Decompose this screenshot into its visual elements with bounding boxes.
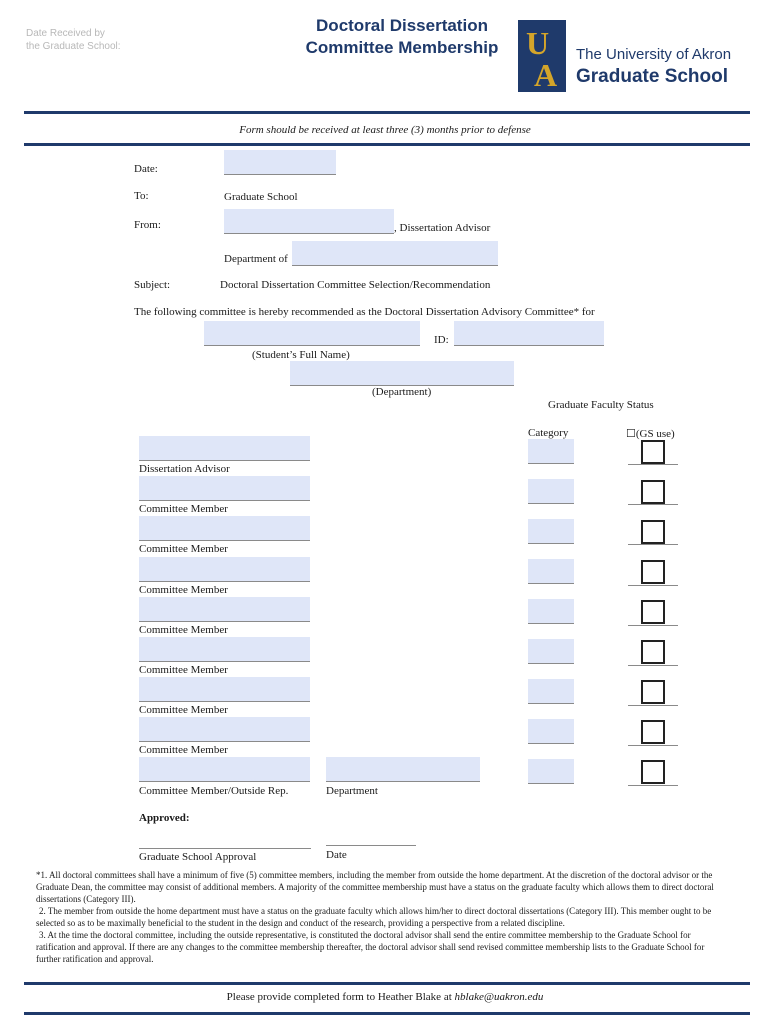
gs-use-checkbox[interactable] <box>641 480 665 504</box>
gs-use-line <box>628 665 678 666</box>
subject-label: Subject: <box>134 279 171 291</box>
svg-text:A: A <box>534 57 558 92</box>
id-label: ID: <box>434 334 449 346</box>
gs-use-checkbox[interactable] <box>641 560 665 584</box>
received-note-line-1: Date Received by <box>26 28 105 39</box>
category-heading: Category <box>528 427 569 439</box>
notice-rule <box>24 143 750 146</box>
faculty-status-heading: Graduate Faculty Status <box>548 399 654 411</box>
member-name-field[interactable] <box>139 476 310 501</box>
gs-use-checkbox[interactable] <box>641 640 665 664</box>
member-name-field[interactable] <box>139 557 310 582</box>
member-name-field[interactable] <box>139 436 310 461</box>
department-label: Department of <box>224 253 288 265</box>
received-note-line-2: the Graduate School: <box>26 41 121 52</box>
student-name-caption: (Student’s Full Name) <box>252 349 350 361</box>
outside-rep-department-field[interactable] <box>326 757 480 782</box>
advisor-suffix: , Dissertation Advisor <box>394 222 491 234</box>
gs-use-checkbox[interactable] <box>641 680 665 704</box>
received-note <box>26 27 121 53</box>
approval-date-line[interactable] <box>326 845 416 846</box>
member-role-label: Committee Member <box>139 584 228 596</box>
footer-email-link[interactable]: hblake@uakron.edu <box>454 991 544 1003</box>
university-name: The University of Akron <box>576 46 732 63</box>
approval-signature-line[interactable] <box>139 848 311 849</box>
member-name-field[interactable] <box>139 637 310 662</box>
member-role-label: Committee Member <box>139 744 228 756</box>
gs-use-line <box>628 504 678 505</box>
member-role-label: Committee Member <box>139 704 228 716</box>
student-name-field[interactable] <box>204 321 420 346</box>
member-role-label: Committee Member <box>139 624 228 636</box>
gs-use-line <box>628 464 678 465</box>
gs-use-heading: ☐(GS use) <box>626 428 675 440</box>
student-department-field[interactable] <box>290 361 514 386</box>
gs-use-checkbox[interactable] <box>641 760 665 784</box>
footer-rule-bottom <box>24 1012 750 1015</box>
to-value: Graduate School <box>224 191 298 203</box>
form-title <box>296 15 508 59</box>
footer-rule-top <box>24 982 750 985</box>
gs-use-line <box>628 625 678 626</box>
category-field[interactable] <box>528 599 574 624</box>
member-name-field[interactable] <box>139 757 310 782</box>
gs-use-line <box>628 745 678 746</box>
footer-text <box>0 991 770 1003</box>
category-field[interactable] <box>528 759 574 784</box>
approval-signature-label: Graduate School Approval <box>139 851 257 863</box>
gs-use-line <box>628 705 678 706</box>
member-name-field[interactable] <box>139 677 310 702</box>
form-title-line-2: Committee Membership <box>305 38 499 57</box>
to-label: To: <box>134 190 149 202</box>
category-field[interactable] <box>528 639 574 664</box>
svg-text:U: U <box>526 25 550 61</box>
note-1: *1. All doctoral committees shall have a minimum of five (5) committee members, including the member from outside the home department. At the discretion of the doctoral advisor or the Graduate Dean, the committee may consist of additional members. A majority of the committee membership must have a status on the graduate faculty which allows them to direct doctoral dissertations (Category III). <box>36 870 714 904</box>
category-field[interactable] <box>528 679 574 704</box>
date-field[interactable] <box>224 150 336 175</box>
member-name-field[interactable] <box>139 516 310 541</box>
approval-date-label: Date <box>326 849 347 861</box>
gs-use-checkbox[interactable] <box>641 520 665 544</box>
category-field[interactable] <box>528 479 574 504</box>
member-name-field[interactable] <box>139 597 310 622</box>
member-role-label: Dissertation Advisor <box>139 463 230 475</box>
gs-use-checkbox[interactable] <box>641 440 665 464</box>
subject-value: Doctoral Dissertation Committee Selection/Recommendation <box>220 279 491 291</box>
category-field[interactable] <box>528 439 574 464</box>
recommend-text: The following committee is hereby recommended as the Doctoral Dissertation Advisory Committee* for <box>134 306 595 318</box>
department-field[interactable] <box>292 241 498 266</box>
notice-text: Form should be received at least three (3) months prior to defense <box>239 124 531 136</box>
gs-use-checkbox[interactable] <box>641 600 665 624</box>
header-rule <box>24 111 750 114</box>
category-field[interactable] <box>528 559 574 584</box>
member-role-label: Committee Member <box>139 664 228 676</box>
category-field[interactable] <box>528 719 574 744</box>
school-name: Graduate School <box>576 66 729 87</box>
member-name-field[interactable] <box>139 717 310 742</box>
note-3: 3. At the time the doctoral committee, including the outside representative, is constituted the doctoral advisor shall send the entire committee membership to the Graduate School for ratification and approval. If there are any changes to the committee membership thereafter, the doctoral advisor shall send revised committee membership lists to the Graduate School for further ratification and approval. <box>36 930 705 964</box>
approved-heading: Approved: <box>139 812 190 824</box>
gs-use-line <box>628 785 678 786</box>
outside-rep-department-label: Department <box>326 785 378 797</box>
note-2: 2. The member from outside the home department must have a status on the graduate faculty which allows him/her to direct doctoral dissertations (Category III). This member ought to be selected so as to be maximally beneficial to the student in the design and conduct of the research, providing a perspective from a related discipline. <box>36 906 712 928</box>
advisor-name-field[interactable] <box>224 209 394 234</box>
date-label: Date: <box>134 163 158 175</box>
university-logo <box>518 20 566 92</box>
category-field[interactable] <box>528 519 574 544</box>
member-role-label: Committee Member/Outside Rep. <box>139 785 289 797</box>
member-role-label: Committee Member <box>139 503 228 515</box>
gs-use-checkbox[interactable] <box>641 720 665 744</box>
member-role-label: Committee Member <box>139 543 228 555</box>
ua-logo-icon <box>518 20 566 92</box>
form-title-line-1: Doctoral Dissertation <box>316 16 488 35</box>
from-label: From: <box>134 219 161 231</box>
gs-use-line <box>628 544 678 545</box>
footer-instruction: Please provide completed form to Heather Blake at <box>226 991 455 1003</box>
student-id-field[interactable] <box>454 321 604 346</box>
gs-use-line <box>628 585 678 586</box>
department-caption: (Department) <box>372 386 432 398</box>
